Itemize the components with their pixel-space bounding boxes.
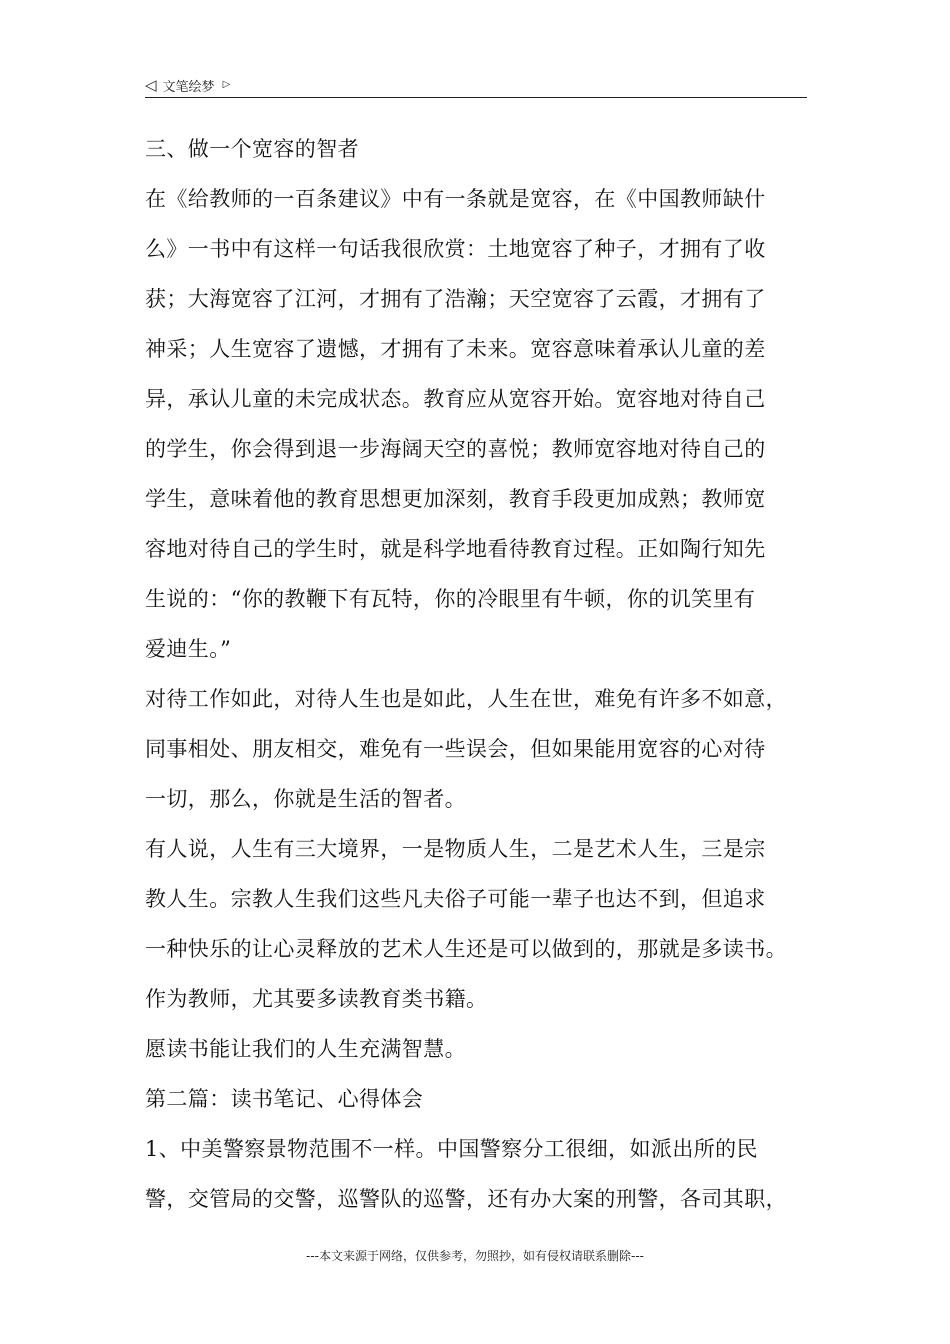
chapter-heading: 第二篇：读书笔记、心得体会 [145,1087,424,1111]
paragraph-line: 一种快乐的让心灵释放的艺术人生还是可以做到的，那就是多读书。 [145,937,787,961]
section-heading: 三、做一个宽容的智者 [145,137,359,161]
paragraph-line: 容地对待自己的学生时，就是科学地看待教育过程。正如陶行知先 [145,537,766,561]
page-header [145,72,807,98]
document-body [145,124,810,1224]
paragraph-line: 么》一书中有这样一句话我很欣赏：土地宽容了种子，才拥有了收 [145,237,766,261]
paragraph-line: 生说的：“你的教鞭下有瓦特，你的冷眼里有牛顿，你的讥笑里有 [145,587,756,611]
header-divider [145,97,807,98]
paragraph-line: 1、中美警察景物范围不一样。中国警察分工很细，如派出所的民 [145,1137,758,1161]
paragraph-line: 一切，那么，你就是生活的智者。 [145,787,466,811]
paragraph-line: 学生，意味着他的教育思想更加深刻，教育手段更加成熟；教师宽 [145,487,766,511]
paragraph-line: 异，承认儿童的未完成状态。教育应从宽容开始。宽容地对待自己 [145,387,766,411]
paragraph-line: 有人说，人生有三大境界，一是物质人生，二是艺术人生，三是宗 [145,837,766,861]
paragraph-line: 在《给教师的一百条建议》中有一条就是宽容，在《中国教师缺什 [145,187,766,211]
paragraph-line: 作为教师，尤其要多读教育类书籍。 [145,987,488,1011]
paragraph-line: 同事相处、朋友相交，难免有一些误会，但如果能用宽容的心对待 [145,737,766,761]
paragraph-line: 的学生，你会得到退一步海阔天空的喜悦；教师宽容地对待自己的 [145,437,766,461]
paragraph-line: 教人生。宗教人生我们这些凡夫俗子可能一辈子也达不到，但追求 [145,887,766,911]
paragraph-line: 愿读书能让我们的人生充满智慧。 [145,1037,466,1061]
paragraph-line: 警，交管局的交警，巡警队的巡警，还有办大案的刑警，各司其职， [145,1187,787,1211]
triangle-left-icon: ◁ [145,75,157,94]
header-title: 文笔绘梦 [162,79,215,95]
footer-notice: ---本文来源于网络，仅供参考，勿照抄，如有侵权请联系删除--- [306,1249,644,1263]
triangle-right-icon: ▷ [222,79,231,90]
paragraph-line: 神采；人生宽容了遗憾，才拥有了未来。宽容意味着承认儿童的差 [145,337,766,361]
paragraph-line: 对待工作如此，对待人生也是如此，人生在世，难免有许多不如意， [145,687,787,711]
paragraph-line: 获；大海宽容了江河，才拥有了浩瀚；天空宽容了云霞，才拥有了 [145,287,766,311]
paragraph-line: 爱迪生。” [145,637,232,661]
